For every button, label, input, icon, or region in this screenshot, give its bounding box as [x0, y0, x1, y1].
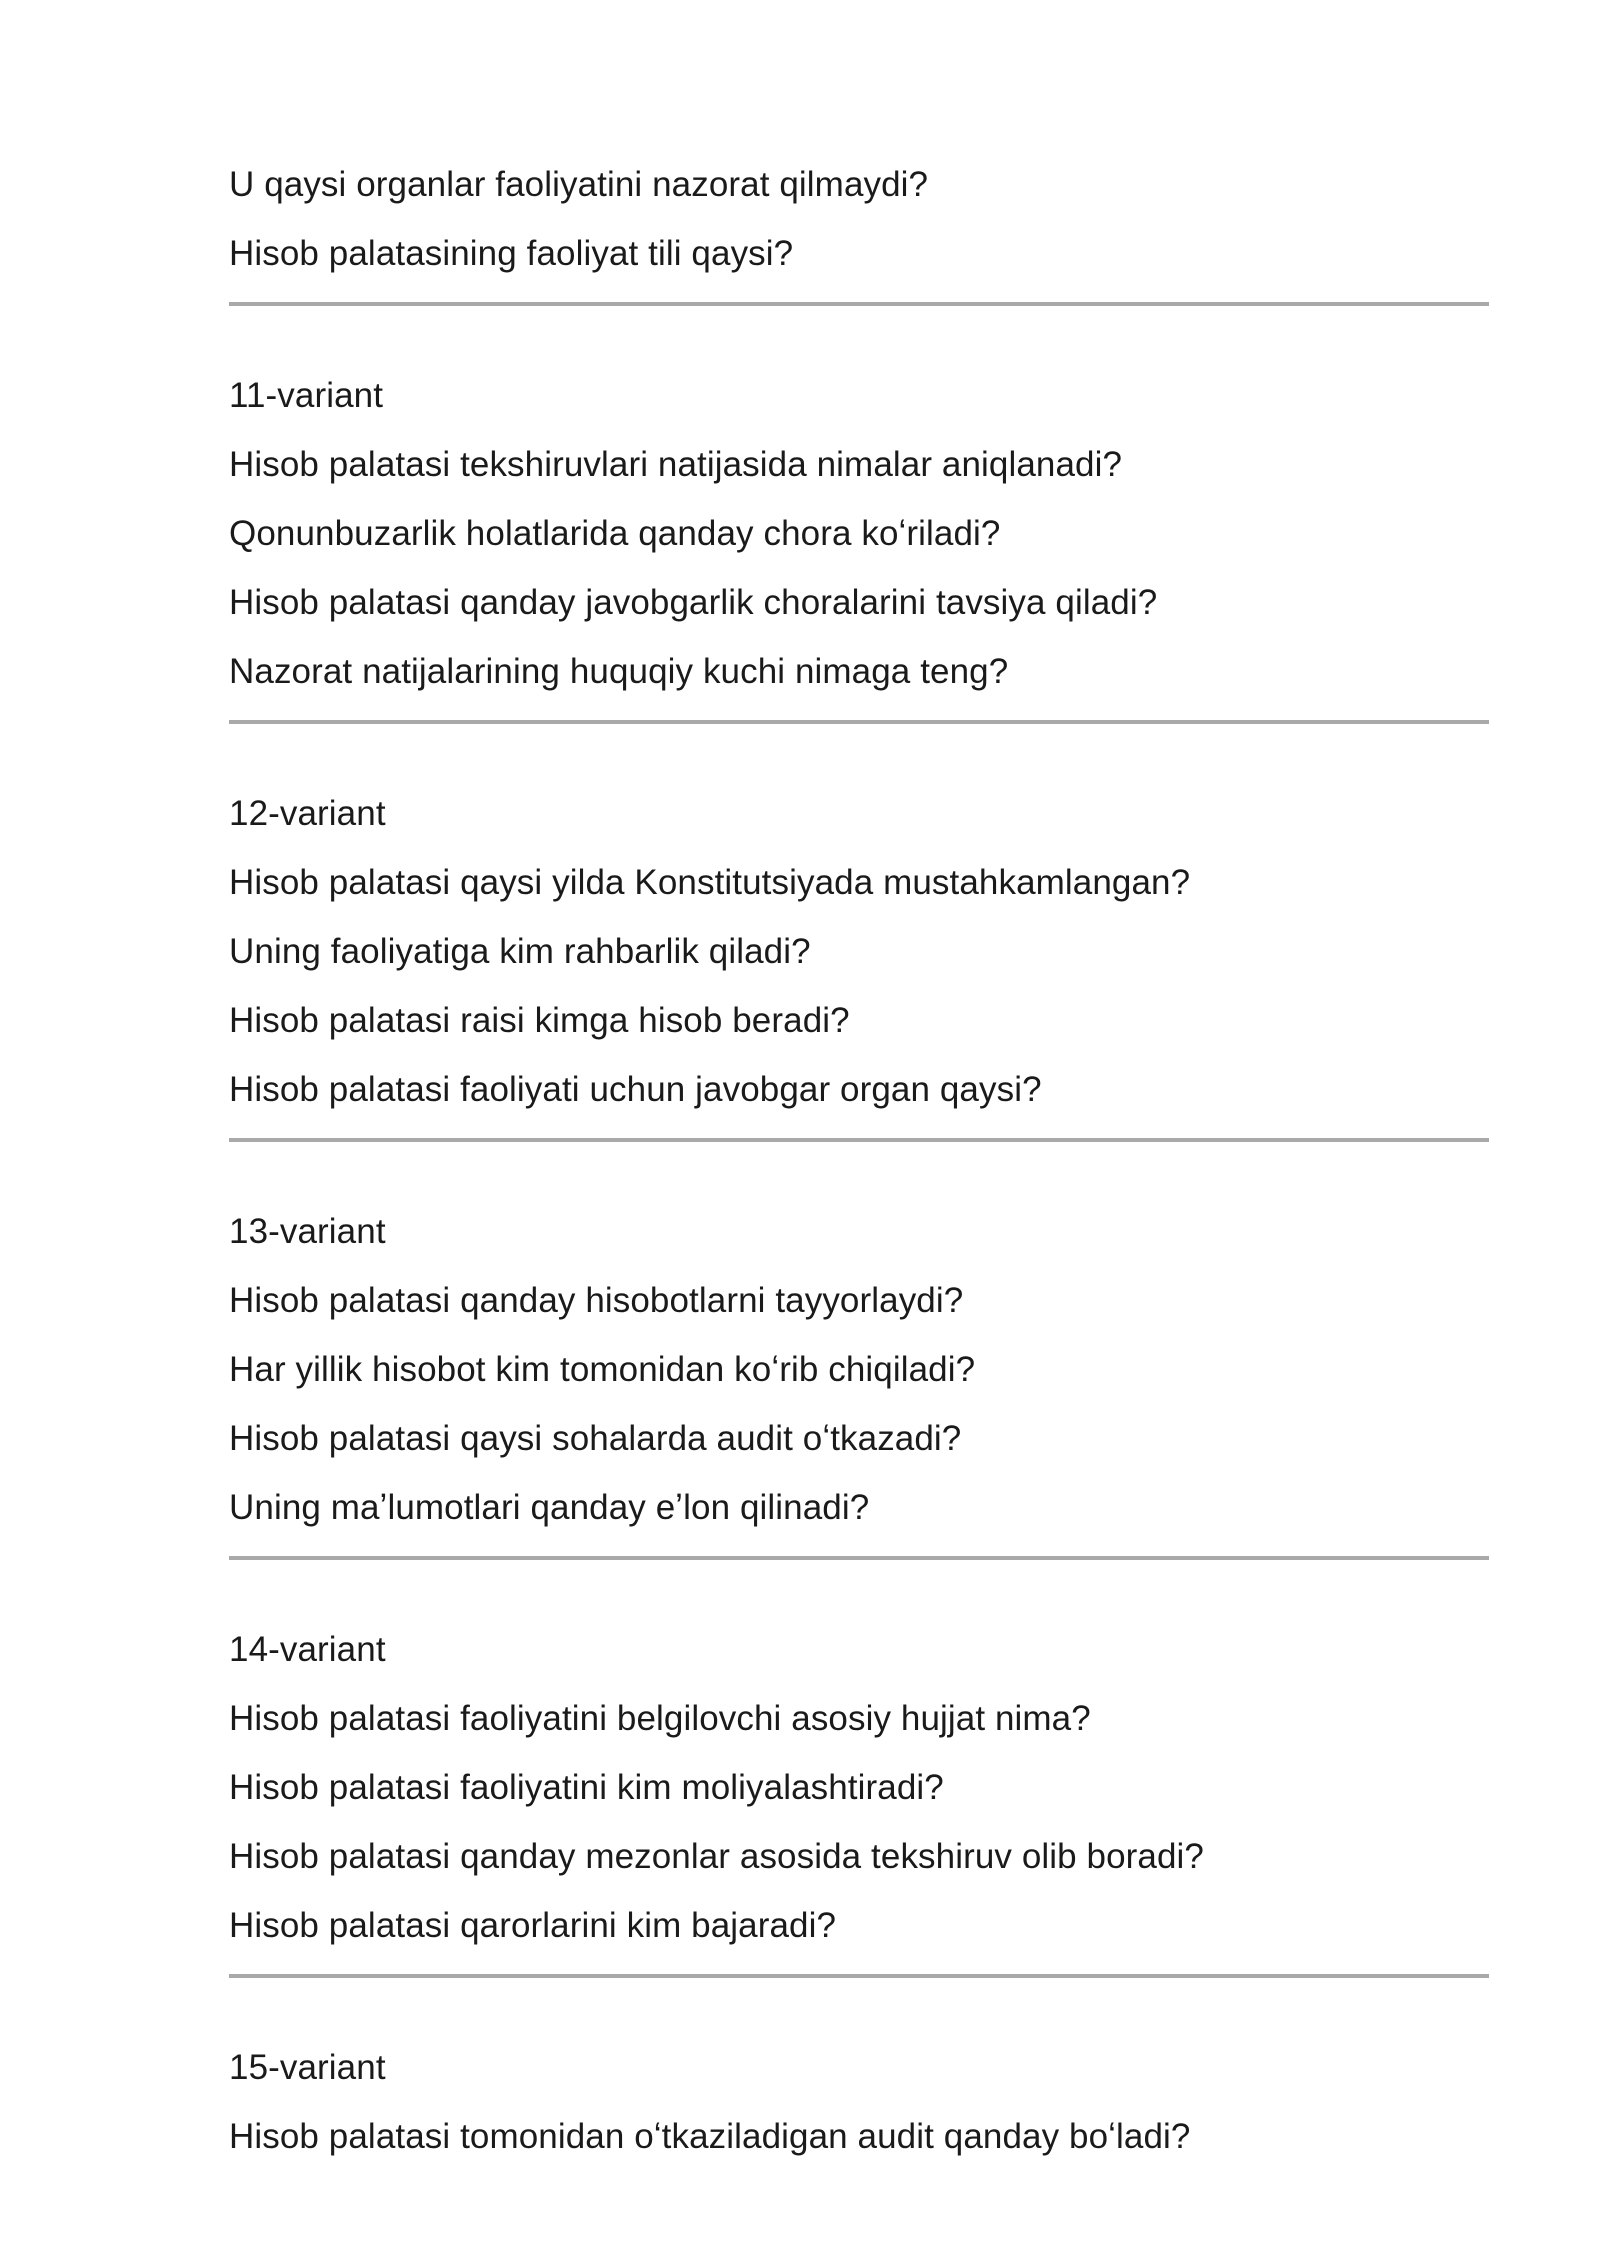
document-page: [229, 150, 1489, 2171]
section-divider: [229, 302, 1489, 306]
question-line: Hisob palatasi tomonidan oʻtkaziladigan audit qanday boʻladi?: [229, 2117, 1191, 2156]
section-divider: [229, 1974, 1489, 1978]
section-divider: [229, 720, 1489, 724]
question-line: Hisob palatasi qanday hisobotlarni tayyorlaydi?: [229, 1281, 964, 1320]
question-line: Hisob palatasi faoliyatini belgilovchi asosiy hujjat nima?: [229, 1699, 1091, 1738]
question-line: U qaysi organlar faoliyatini nazorat qilmaydi?: [229, 165, 929, 204]
variant-block-11: [229, 361, 1489, 706]
question-line: Hisob palatasi qanday javobgarlik choralarini tavsiya qiladi?: [229, 583, 1158, 622]
section-divider: [229, 1556, 1489, 1560]
question-line: Hisob palatasi faoliyati uchun javobgar organ qaysi?: [229, 1070, 1042, 1109]
variant-heading: 12-variant: [229, 794, 386, 833]
variant-heading: 11-variant: [229, 376, 384, 415]
question-line: Hisob palatasi raisi kimga hisob beradi?: [229, 1001, 850, 1040]
question-line: Hisob palatasi faoliyatini kim moliyalashtiradi?: [229, 1768, 944, 1807]
section-divider: [229, 1138, 1489, 1142]
variant-block-13: [229, 1197, 1489, 1542]
variant-heading: 15-variant: [229, 2048, 386, 2087]
variant-block-12: [229, 779, 1489, 1124]
variant-block-15: [229, 2033, 1489, 2171]
question-line: Qonunbuzarlik holatlarida qanday chora koʻriladi?: [229, 514, 1001, 553]
question-line: Hisob palatasi tekshiruvlari natijasida nimalar aniqlanadi?: [229, 445, 1123, 484]
variant-heading: 14-variant: [229, 1630, 386, 1669]
question-line: Hisob palatasi qaysi yilda Konstitutsiyada mustahkamlangan?: [229, 863, 1191, 902]
question-line: Nazorat natijalarining huquqiy kuchi nimaga teng?: [229, 652, 1009, 691]
question-line: Har yillik hisobot kim tomonidan koʻrib chiqiladi?: [229, 1350, 976, 1389]
question-line: Uning faoliyatiga kim rahbarlik qiladi?: [229, 932, 811, 971]
variant-block-continued: [229, 150, 1489, 288]
variant-block-14: [229, 1615, 1489, 1960]
question-line: Hisob palatasi qaysi sohalarda audit oʻtkazadi?: [229, 1419, 962, 1458]
question-line: Hisob palatasi qanday mezonlar asosida tekshiruv olib boradi?: [229, 1837, 1204, 1876]
question-line: Hisob palatasining faoliyat tili qaysi?: [229, 234, 794, 273]
question-line: Hisob palatasi qarorlarini kim bajaradi?: [229, 1906, 837, 1945]
question-line: Uning maʼlumotlari qanday eʼlon qilinadi?: [229, 1488, 870, 1527]
variant-heading: 13-variant: [229, 1212, 386, 1251]
